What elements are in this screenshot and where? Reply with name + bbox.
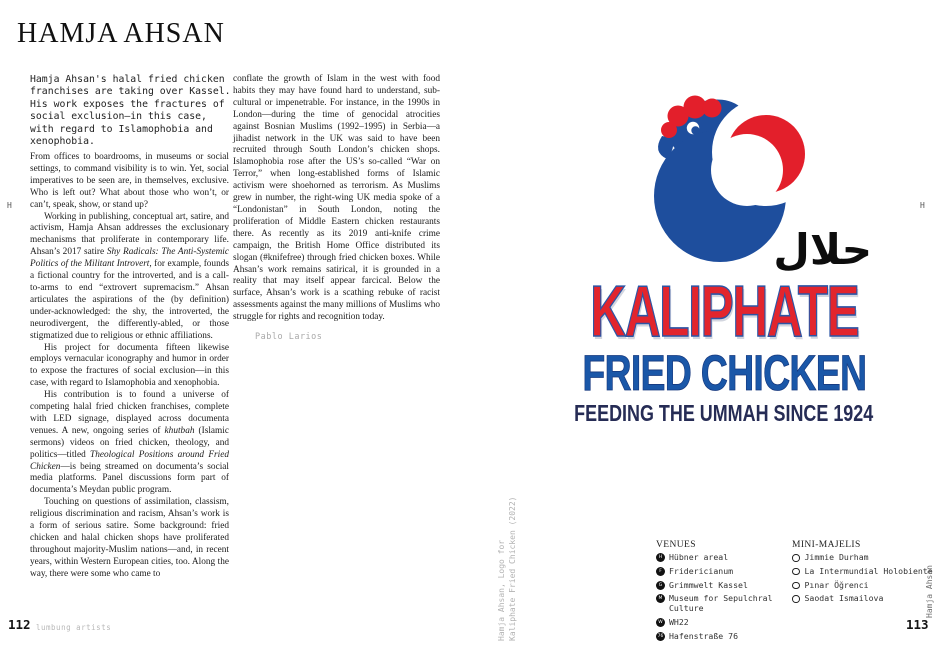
circle-marker-icon [792,595,800,603]
venue-marker-icon: F [656,567,665,576]
list-item-label: Jimmie Durham [804,552,869,562]
page-number-right: 113 [906,617,929,632]
venues-items [656,553,786,641]
venue-marker-icon: 76 [657,633,664,639]
list-item [656,553,786,563]
logo-title [576,272,872,352]
list-item-label: La Intermundial Holobiente [804,565,933,576]
paragraph: From offices to boardrooms, in museums or social settings, to command visibility is to win. Yet, social imperatives to be seen are, in themselves, exclusive. Who is left out? What about those who won’t, or can’t, speak, show, or stand up? [30,152,229,210]
article-column-1 [30,152,229,618]
venue-marker-icon: G [656,581,665,590]
list-item [792,553,934,563]
list-item-label: Fridericianum [669,565,734,576]
venue-marker-icon: W [656,618,665,627]
mini-majelis-items [792,553,934,604]
logo-title-text: KALIPHATE [589,272,859,352]
mini-majelis-list [792,540,934,608]
list-item [792,594,934,604]
venue-marker-icon: M [656,594,665,603]
mini-majelis-header: MINI-MAJELIS [792,540,861,550]
list-item [656,594,786,613]
list-item [656,567,786,577]
image-caption-line1: Hamja Ahsan, Logo for [497,539,506,641]
page-number-left: 112 [8,617,31,632]
list-item-label: Museum for Sepulchral Culture [669,593,773,613]
author-byline: Pablo Larios [255,332,323,343]
image-caption-line2: Kaliphate Fried Chicken (2022) [507,496,517,641]
logo-subtitle [576,345,872,401]
paragraph: His contribution is to found a universe of competing halal fried chicken franchises, complete with LED signage, displayed across documenta venues. A new, ongoing series of khutbah (Islamic sermons) videos on fried chicken, theology, and politics—titled Theological Positions around Fried Chicken—is being streamed on documenta’s social media platforms. Panel discussions form part of documenta’s Meydan public program. [30,390,229,496]
article-column-2 [233,74,440,344]
footer-section-label: lumbung artists [36,623,112,632]
article-intro: Hamja Ahsan's halal fried chicken franchises are taking over Kassel. His work exposes the fractures of social exclusion—in this case, with regard to Islamophobia and xenophobia. [30,74,231,148]
circle-marker-icon [792,568,800,576]
list-item [656,618,786,628]
list-item [792,581,934,591]
circle-marker-icon [792,582,800,590]
list-item [792,567,934,577]
list-item-label: Pınar Öğrenci [804,579,869,590]
venue-marker-icon: H [656,553,665,562]
venues-header: VENUES [656,540,696,550]
article-column-2-text [233,74,440,324]
list-item-label: Hafenstraße 76 [669,630,739,641]
list-item [656,581,786,591]
list-item-label: Grimmwelt Kassel [669,579,748,590]
image-caption [497,497,518,642]
logo-tagline [576,401,872,425]
list-item-label: Hübner areal [669,552,729,562]
paragraph: Touching on questions of assimilation, classism, religious discrimination and racism, Ahsan’s work is a form of serious satire. Some background: fried chicken and halal chicken shops have proliferated throughout majority-Muslim nations—and, in recent years, within Western European cities, too. Along the way, there were some who came to [30,497,229,579]
list-item [656,632,786,642]
margin-index-letter-right: H [920,201,925,210]
venues-list [656,540,786,645]
margin-index-letter-left: H [7,201,12,210]
artist-name-sidebar: Hamja Ahsan [925,565,934,618]
list-item-label: WH22 [669,616,689,627]
paragraph: His project for documenta fifteen likewise employs vernacular iconography and humor in order to expose the fractures of social exclusion—in this case, with regard to Islamophobia and xenophobia. [30,342,229,389]
circle-marker-icon [792,554,800,562]
list-item-label: Saodat Ismailova [804,593,884,604]
halal-arabic-text: حلال [773,225,872,274]
logo-subtitle-text: FRIED CHICKEN [581,345,867,401]
paragraph: Working in publishing, conceptual art, satire, and activism, Hamja Ahsan addresses the exclusionary mechanisms that proliferate in contemporary life. Ahsan’s 2017 satire Shy Radicals: The Anti-Systemic Politics of the Militant Introvert, for example, founds a fictional country for the introverted, and is a call-to-arms to end “extrovert supremacism.” Ahsan articulates the aspirations of the (by definition) under-acknowledged: the shy, the introverted, the neurodivergent, the differently-abled, or those stigmatized due to religious or ethnic affiliations. [30,211,229,341]
page-title: HAMJA AHSAN [17,18,225,49]
logo-tagline-text: FEEDING THE UMMAH SINCE 1924 [574,400,874,426]
paragraph: conflate the growth of Islam in the west with food habits they may have found hard to understand, sub-cultural or impenetrable. For instance, in the 1990s in London—during the time of genocidal atrocities against Bosnian Muslims (1992–1995) in Serbia—a jihadist network in the UK was said to have been recruited through South London’s chicken shops. Islamophobia rose after the US’s so-called “War on Terror,” when long-established forms of Islamic activism were shoehorned as terrorism. As Muslims grew in number, the right-wing UK media spoke of a “Londonistan” in South London, noting the proliferation of Middle Eastern chicken restaurants there. As recently as its 2019 anti-knife crime campaign, the British Home Office distributed its slogan (#knifefree) through fried chicken boxes. While Ahsan’s work remains satirical, it is grounded in a reality that may itself appear farcical. Below the surface, Ahsan’s work is a scathing rebuke of racist assessments against the many millions of Muslims who struggle for rights and recognition today. [233,74,440,323]
